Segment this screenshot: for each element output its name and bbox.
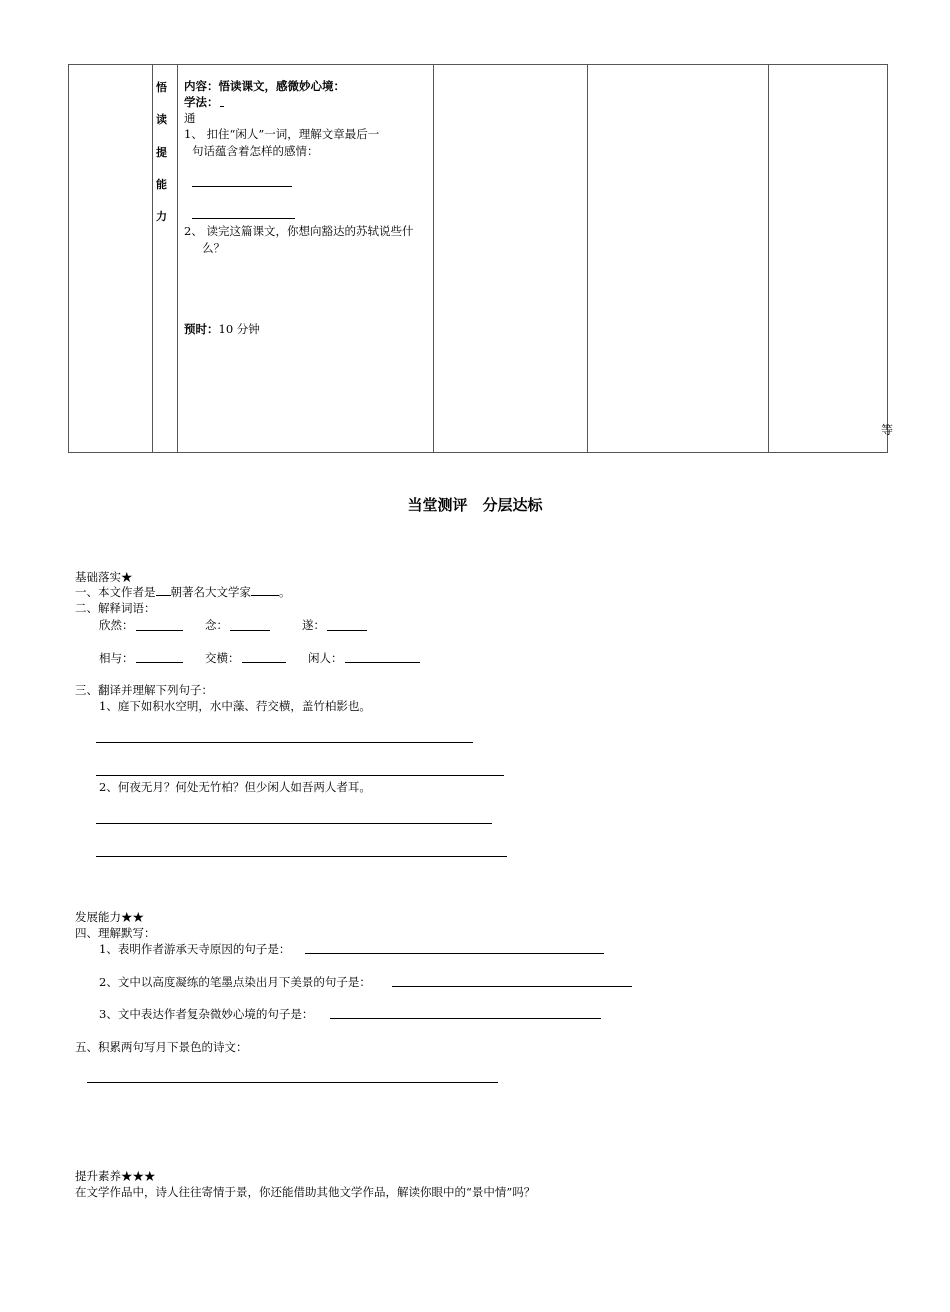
word-label: 欣然：: [99, 618, 134, 632]
content-label: 内容：悟读课文，感微妙心境：: [184, 79, 345, 93]
word-blank: [136, 662, 183, 663]
basic-heading: 基础落实★: [75, 570, 133, 584]
question-1: 1、 扣住“闲人”一词，理解文章最后一: [184, 127, 380, 141]
vertical-char: 读: [156, 113, 167, 126]
column-divider: [152, 65, 153, 452]
time-estimate: 预时：10 分钟: [184, 322, 260, 336]
answer-line: [96, 823, 492, 824]
question-accumulate: 五、积累两句写月下景色的诗文：: [75, 1040, 248, 1054]
answer-line: [96, 775, 504, 776]
question-2-cont: 么？: [202, 241, 225, 255]
word-label: 交横：: [205, 651, 240, 665]
word-label: 遂：: [302, 618, 325, 632]
answer-line: [96, 856, 507, 857]
vertical-char: 能: [156, 178, 167, 191]
recite-item: 3、文中表达作者复杂微妙心境的句子是：: [99, 1007, 314, 1021]
section-title: 当堂测评 分层达标: [407, 496, 543, 514]
method-value: 通: [184, 111, 196, 125]
answer-blank: [192, 218, 295, 219]
method-label: 学法：: [184, 95, 219, 109]
develop-heading: 发展能力★★: [75, 910, 144, 924]
recite-item: 2、文中以高度凝练的笔墨点染出月下美景的句子是：: [99, 975, 371, 989]
word-blank: [230, 630, 270, 631]
question-2: 2、 读完这篇课文，你想向豁达的苏轼说些什: [184, 224, 414, 238]
word-label: 念：: [205, 618, 228, 632]
word-label: 闲人：: [308, 651, 343, 665]
answer-line: [392, 986, 632, 987]
word-blank: [136, 630, 183, 631]
answer-line: [305, 953, 604, 954]
answer-blank: [192, 186, 292, 187]
sentence-2: 2、何夜无月？何处无竹柏？但少闲人如吾两人者耳。: [99, 780, 371, 794]
column-divider: [177, 65, 178, 452]
word-blank: [242, 662, 286, 663]
improve-question: 在文学作品中，诗人往往寄情于景，你还能借助其他文学作品，解读你眼中的“景中情”吗？: [75, 1185, 536, 1199]
vertical-char: 提: [156, 146, 167, 159]
word-label: 相与：: [99, 651, 134, 665]
improve-heading: 提升素养★★★: [75, 1169, 156, 1183]
word-blank: [327, 630, 367, 631]
question-1-cont: 句话蕴含着怎样的感情：: [192, 144, 319, 158]
word-blank: [345, 662, 420, 663]
column-divider: [587, 65, 588, 452]
vertical-char: 力: [156, 210, 167, 223]
question-translate: 三、翻译并理解下列句子：: [75, 683, 213, 697]
column-divider: [433, 65, 434, 452]
answer-line: [87, 1082, 498, 1083]
question-recite: 四、理解默写：: [75, 926, 156, 940]
answer-line: [96, 742, 473, 743]
question-author: 一、本文作者是 朝著名大文学家 。: [75, 585, 291, 599]
sentence-1: 1、庭下如积水空明，水中藻、荇交横，盖竹柏影也。: [99, 699, 371, 713]
recite-item: 1、表明作者游承天寺原因的句子是：: [99, 942, 291, 956]
question-words: 二、解释词语：: [75, 601, 156, 615]
column-divider: [768, 65, 769, 452]
answer-line: [330, 1018, 601, 1019]
corner-text: 等: [881, 423, 894, 437]
vertical-char: 悟: [156, 81, 167, 94]
method-blank: [220, 106, 224, 107]
